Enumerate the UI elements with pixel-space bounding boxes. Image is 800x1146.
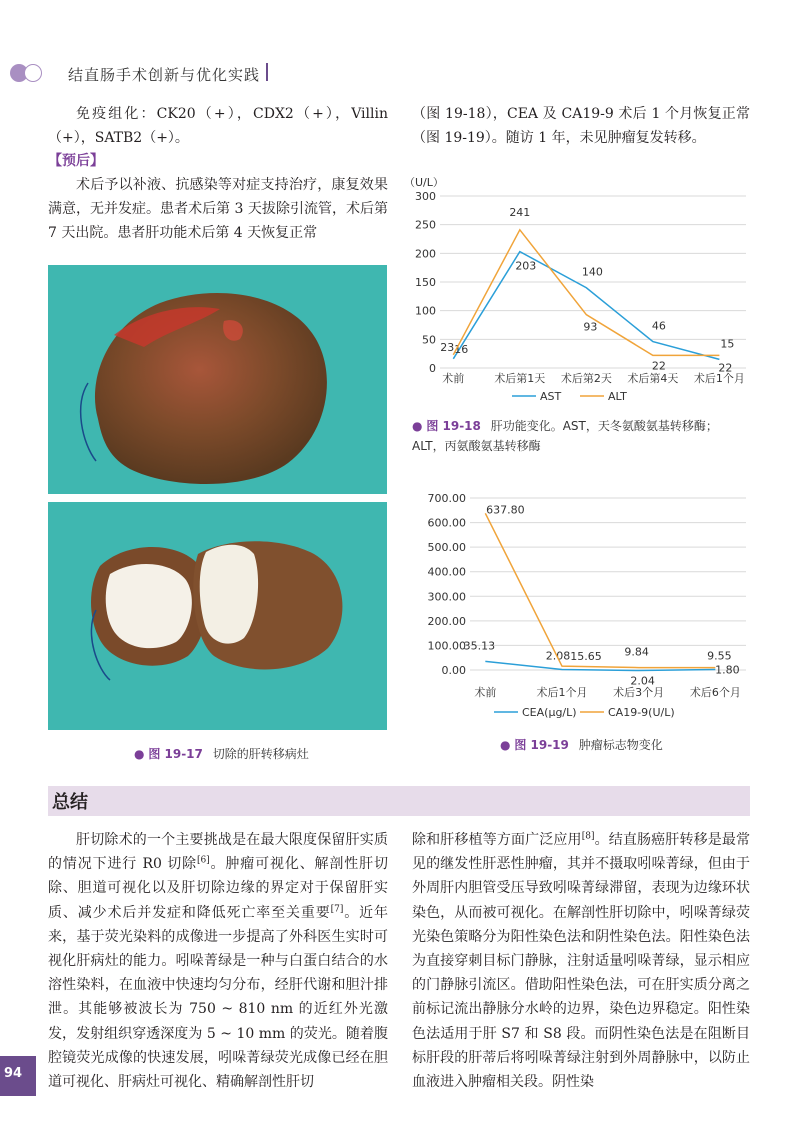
x-tick-label: 术后第2天: [560, 372, 612, 385]
y-tick-label: 250: [415, 218, 436, 232]
summary-right-p1: 除和肝移植等方面广泛应用: [412, 832, 582, 848]
x-tick-label: 术后第4天: [627, 372, 679, 385]
page-number: 94: [4, 1066, 23, 1081]
x-tick-label: 术后1个月: [536, 686, 588, 699]
figure-18-text: 肝功能变化。AST，天冬氨酸氨基转移酶；ALT，丙氨酸氨基转移酶: [412, 419, 718, 453]
data-label: 23: [440, 340, 455, 354]
figure-17-number: 图 19-17: [148, 747, 203, 761]
y-tick-label: 100: [415, 304, 436, 318]
summary-title: 总结: [52, 792, 88, 813]
ref-6: [6]: [196, 855, 210, 866]
summary-right-p2: 。结直肠癌肝转移是最常见的继发性肝恶性肿瘤，其并不摄取吲哚菁绿，但由于外周肝内胆管受压导致吲哚菁绿滞留，表现为边缘环状染色，从而被可视化。在解剖性肝切除中，吲哚菁绿荧光染色策略分为阳性染色法和阴性染色法。阳性染色法为直接穿刺目标门静脉，注射适量吲哚菁绿，显示相应的门静脉引流区。借助阳性染色法，可在肝实质分离之前标记流出静脉分水岭的边界，染色边界稳定。阳性染色法适用于肝 S7 和 S8 段。而阴性染色法是在阻断目标肝段的肝蒂后将吲哚菁绿注射到外周静脉中，以防止血液进入肿瘤相关段。阴性染: [412, 832, 751, 1091]
legend-entry: AST: [540, 390, 562, 403]
data-label: 9.55: [707, 649, 732, 663]
y-tick-label: 300.00: [427, 590, 466, 604]
x-tick-label: 术后第1天: [494, 372, 546, 385]
y-axis-label: （U/L）: [404, 176, 444, 189]
data-label: 22: [718, 361, 733, 375]
liver-function-chart-svg: [404, 170, 754, 406]
figure-19-number: 图 19-19: [514, 738, 569, 752]
data-label: 2.04: [630, 674, 655, 688]
series-line-ALT: [453, 230, 719, 356]
y-tick-label: 300: [415, 190, 436, 203]
summary-section-band: [48, 786, 750, 816]
y-tick-label: 400.00: [427, 565, 466, 579]
figure-18-caption: ● 图 19-18 肝功能变化。AST，天冬氨酸氨基转移酶；ALT，丙氨酸氨基转移酶: [412, 419, 718, 453]
outcome-paragraph: （图 19-18），CEA 及 CA19-9 术后 1 个月恢复正常（图 19-19）。随访 1 年，未见肿瘤复发转移。: [412, 106, 750, 147]
prognosis-heading: 【预后】: [48, 153, 104, 169]
specimen-photo-bisected: [48, 502, 387, 730]
figure-19-caption: ● 图 19-19 肿瘤标志物变化: [500, 738, 663, 752]
data-label: 15: [720, 337, 735, 351]
data-label: 46: [651, 319, 666, 333]
tumor-markers-chart-svg: [404, 490, 754, 726]
data-label: 637.80: [486, 503, 525, 517]
immuno-paragraph: 免疫组化：CK20（+），CDX2（+），Villin（+），SATB2（+）。: [48, 106, 388, 147]
x-tick-label: 术后3个月: [613, 686, 665, 699]
figure-18-number: 图 19-18: [426, 419, 481, 433]
ref-8: [8]: [581, 831, 595, 842]
liver-specimen-image: [48, 265, 387, 494]
running-header-title: 结直肠手术创新与优化实践: [68, 66, 261, 84]
data-label: 241: [509, 205, 531, 219]
y-tick-label: 0.00: [441, 664, 466, 677]
header-logo: [10, 64, 44, 82]
data-label: 16: [454, 342, 469, 356]
series-line-CA19-9(U/L): [485, 513, 715, 667]
figure-19-text: 肿瘤标志物变化: [578, 738, 663, 752]
ref-7: [7]: [330, 903, 344, 914]
header-divider: [266, 63, 268, 81]
chart-liver-function: [404, 170, 754, 406]
x-tick-label: 术后1个月: [693, 372, 745, 385]
data-label: 2.08: [545, 649, 571, 663]
bisected-specimen-image: [48, 502, 387, 730]
y-tick-label: 150: [415, 276, 436, 289]
y-tick-label: 700.00: [427, 492, 466, 505]
y-tick-label: 100.00: [427, 639, 466, 653]
x-tick-label: 术前: [442, 372, 465, 385]
data-label: 9.84: [624, 645, 649, 659]
legend-entry: CEA(μg/L): [522, 706, 577, 719]
figure-17-text: 切除的肝转移病灶: [212, 747, 309, 761]
y-tick-label: 500.00: [427, 541, 466, 555]
summary-left-p1: 肝切除术的一个主要挑战是在最大限度保留肝实质的情况下进行 R0 切除: [48, 832, 388, 873]
y-tick-label: 50: [422, 333, 436, 347]
y-tick-label: 200: [415, 247, 436, 261]
legend-entry: ALT: [608, 390, 627, 403]
legend-entry: CA19-9(U/L): [608, 706, 675, 719]
summary-left-p2: 。肿瘤可视化、解剖性肝切除、胆道可视化以及肝切除边缘的界定对于保留肝实质、减少术后并发症和降低死亡率至关重要: [48, 856, 388, 921]
data-label: 15.65: [570, 650, 602, 664]
x-tick-label: 术后6个月: [689, 686, 741, 699]
summary-left-column: [48, 828, 388, 1094]
y-tick-label: 200.00: [427, 614, 466, 628]
summary-left-p3: 。近年来，基于荧光染料的成像进一步提高了外科医生实时可视化肝病灶的能力。吲哚菁绿是一种与白蛋白结合的水溶性染料，在血液中快速均匀分布，经肝代谢和胆汁排泄。其能够被波长为 750 ~ 810 nm 的近红外光激发，发射组织穿透深度为 5 ~ 10 mm 的荧光。随着腹腔镜荧光成像的快速发展，吲哚菁绿荧光成像已经在胆道可视化、肝病灶可视化、精确解剖性肝切: [48, 904, 388, 1091]
x-tick-label: 术前: [474, 686, 497, 699]
chart-tumor-markers: [404, 490, 754, 726]
data-label: 1.80: [715, 663, 740, 677]
data-label: 93: [583, 320, 598, 334]
data-label: 203: [515, 259, 537, 273]
figure-17-caption: ● 图 19-17 切除的肝转移病灶: [134, 747, 309, 761]
y-tick-label: 600.00: [427, 516, 466, 530]
y-tick-label: 0: [429, 362, 436, 375]
specimen-photo-whole: [48, 265, 387, 494]
data-label: 35.13: [463, 639, 496, 653]
data-label: 140: [581, 265, 603, 279]
data-label: 22: [651, 359, 666, 373]
summary-right-column: [412, 828, 750, 1094]
prognosis-paragraph: 术后予以补液、抗感染等对症支持治疗，康复效果满意，无并发症。患者术后第 3 天拔除引流管，术后第 7 天出院。患者肝功能术后第 4 天恢复正常: [48, 177, 388, 242]
